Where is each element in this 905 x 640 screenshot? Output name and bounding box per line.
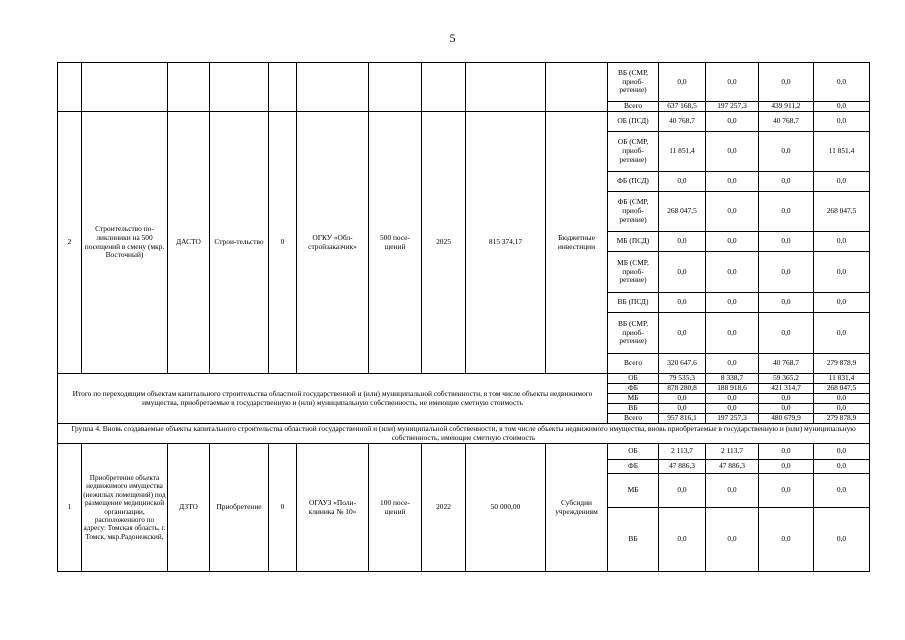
amount-cell: 47 886,3 (706, 460, 759, 474)
fund-source: ОБ (СМР, приоб-ретение) (608, 132, 659, 172)
object-name: Строительство по-ликлиники на 500 посещений в смену (мкр. Восточный) (82, 112, 168, 374)
fund-source: ВБ (СМР, приоб-ретение) (608, 313, 659, 354)
amount-cell: 0,0 (706, 404, 759, 414)
amount-cell: 0,0 (814, 444, 870, 460)
continued-cell (466, 63, 546, 112)
fund-source: ФБ (608, 460, 659, 474)
amount-cell: 0,0 (659, 232, 706, 252)
amount-cell: 79 535,3 (659, 374, 706, 384)
amount-cell: 197 257,3 (706, 102, 759, 112)
amount-cell: 40 768,7 (759, 112, 814, 132)
work-type: Строи-тельство (210, 112, 269, 374)
amount-cell: 0,0 (814, 232, 870, 252)
group-heading: Группа 4. Вновь создаваемые объекты капитального строительства областной государственной и (или) муниципальной собственности, в том числе объекты недвижимого имущества, вновь приобретаемые в государственную и (или) муниципальную собственность, имеющие сметную стоимость (58, 424, 870, 444)
funding-form: Субсидии учреждениям (546, 444, 608, 572)
amount-cell: 0,0 (759, 232, 814, 252)
amount-cell: 0,0 (659, 63, 706, 102)
fund-source: ВБ (СМР, приоб-ретение) (608, 63, 659, 102)
amount-cell: 0,0 (814, 293, 870, 313)
amount-cell: 0,0 (706, 63, 759, 102)
fund-source: МБ (608, 474, 659, 508)
fund-source: Всего (608, 354, 659, 374)
fund-source: ВБ (ПСД) (608, 293, 659, 313)
amount-cell: 0,0 (659, 252, 706, 293)
budget-table (57, 62, 870, 572)
funding-form: Бюджетные инвестиции (546, 112, 608, 374)
amount-cell: 0,0 (759, 508, 814, 572)
amount-cell: 0,0 (814, 63, 870, 102)
amount-cell: 320 647,6 (659, 354, 706, 374)
amount-cell: 0,0 (814, 460, 870, 474)
amount-cell: 0,0 (706, 192, 759, 232)
amount-cell: 0,0 (759, 394, 814, 404)
amount-cell: 11 831,4 (814, 374, 870, 384)
amount-cell: 0,0 (759, 444, 814, 460)
amount-cell: 0,0 (814, 313, 870, 354)
flag-cell: 0 (269, 112, 297, 374)
amount-cell: 0,0 (659, 474, 706, 508)
page-number: 5 (449, 31, 456, 45)
amount-cell: 0,0 (706, 508, 759, 572)
amount-cell: 11 851,4 (659, 132, 706, 172)
amount-cell: 8 338,7 (706, 374, 759, 384)
amount-cell: 0,0 (706, 132, 759, 172)
amount-cell: 0,0 (759, 192, 814, 232)
year: 2025 (422, 112, 466, 374)
continued-cell (82, 63, 168, 112)
amount-cell: 0,0 (706, 232, 759, 252)
amount-cell: 0,0 (706, 252, 759, 293)
amount-cell: 0,0 (759, 474, 814, 508)
continued-cell (168, 63, 210, 112)
fund-source: ОБ (608, 374, 659, 384)
table-row (58, 112, 870, 132)
amount-cell: 2 113,7 (706, 444, 759, 460)
amount-cell: 0,0 (814, 102, 870, 112)
amount-cell: 268 047,5 (659, 192, 706, 232)
amount-cell: 268 047,5 (814, 384, 870, 394)
amount-cell: 0,0 (659, 508, 706, 572)
amount-cell: 0,0 (706, 474, 759, 508)
amount-cell: 0,0 (706, 313, 759, 354)
estimated-cost: 50 000,00 (466, 444, 546, 572)
continued-cell (297, 63, 369, 112)
object-number: 1 (58, 444, 82, 572)
amount-cell: 480 679,9 (759, 414, 814, 424)
table-row (58, 374, 870, 384)
fund-source: ВБ (608, 508, 659, 572)
amount-cell: 0,0 (814, 508, 870, 572)
totals-label: Итого по переходящим объектам капитального строительства областной государственной и (или) муниципальной собственности, в том числе объекты недвижимого имущества, приобретаемые в государственную и (или) муниципальную собственность, не имеющие сметную стоимость (58, 374, 608, 424)
amount-cell: 0,0 (659, 404, 706, 414)
amount-cell: 0,0 (659, 394, 706, 404)
capacity: 500 посе-щений (369, 112, 422, 374)
contractor: ОГКУ «Обл-стройзаказчик» (297, 112, 369, 374)
continued-cell (210, 63, 269, 112)
year: 2022 (422, 444, 466, 572)
continued-cell (58, 63, 82, 112)
amount-cell: 439 911,2 (759, 102, 814, 112)
contractor: ОГАУЗ «Поли-клиника № 10» (297, 444, 369, 572)
fund-source: Всего (608, 414, 659, 424)
table-row (58, 444, 870, 460)
object-number: 2 (58, 112, 82, 374)
table-row (58, 424, 870, 444)
customer: ДАСТО (168, 112, 210, 374)
amount-cell: 0,0 (759, 252, 814, 293)
amount-cell: 0,0 (814, 172, 870, 192)
amount-cell: 40 768,7 (659, 112, 706, 132)
amount-cell: 0,0 (759, 460, 814, 474)
amount-cell: 0,0 (814, 112, 870, 132)
fund-source: ВБ (608, 404, 659, 414)
amount-cell: 0,0 (706, 112, 759, 132)
amount-cell: 47 886,3 (659, 460, 706, 474)
fund-source: МБ (ПСД) (608, 232, 659, 252)
continued-cell (269, 63, 297, 112)
work-type: Приобретение (210, 444, 269, 572)
continued-cell (369, 63, 422, 112)
amount-cell: 188 918,6 (706, 384, 759, 394)
amount-cell: 0,0 (706, 394, 759, 404)
amount-cell: 0,0 (759, 172, 814, 192)
amount-cell: 0,0 (759, 63, 814, 102)
amount-cell: 0,0 (659, 313, 706, 354)
amount-cell: 0,0 (659, 293, 706, 313)
fund-source: ОБ (ПСД) (608, 112, 659, 132)
amount-cell: 0,0 (814, 474, 870, 508)
amount-cell: 0,0 (706, 172, 759, 192)
amount-cell: 40 768,7 (759, 354, 814, 374)
amount-cell: 0,0 (759, 293, 814, 313)
capacity: 100 посе-щений (369, 444, 422, 572)
amount-cell: 0,0 (759, 404, 814, 414)
amount-cell: 0,0 (706, 354, 759, 374)
amount-cell: 957 816,1 (659, 414, 706, 424)
continued-cell (422, 63, 466, 112)
amount-cell: 0,0 (759, 313, 814, 354)
amount-cell: 0,0 (814, 252, 870, 293)
amount-cell: 268 047,5 (814, 192, 870, 232)
amount-cell: 0,0 (706, 293, 759, 313)
amount-cell: 279 878,9 (814, 414, 870, 424)
flag-cell: 0 (269, 444, 297, 572)
fund-source: МБ (СМР, приоб-ретение) (608, 252, 659, 293)
amount-cell: 0,0 (759, 132, 814, 172)
amount-cell: 0,0 (659, 172, 706, 192)
amount-cell: 637 168,5 (659, 102, 706, 112)
amount-cell: 878 280,8 (659, 384, 706, 394)
amount-cell: 197 257,3 (706, 414, 759, 424)
amount-cell: 0,0 (814, 404, 870, 414)
estimated-cost: 815 374,17 (466, 112, 546, 374)
amount-cell: 11 851,4 (814, 132, 870, 172)
amount-cell: 421 314,7 (759, 384, 814, 394)
fund-source: ОБ (608, 444, 659, 460)
table-row (58, 63, 870, 102)
fund-source: ФБ (608, 384, 659, 394)
amount-cell: 2 113,7 (659, 444, 706, 460)
fund-source: ФБ (СМР, приоб-ретение) (608, 192, 659, 232)
continued-cell (546, 63, 608, 112)
object-name: Приобретение объекта недвижимого имущества (нежилых помещений) под размещение медицинской организации, расположенного по адресу: Томская область, г. Томск, мкр.Радонежский, (82, 444, 168, 572)
amount-cell: 279 878,9 (814, 354, 870, 374)
amount-cell: 59 365,2 (759, 374, 814, 384)
fund-source: МБ (608, 394, 659, 404)
customer: ДЗТО (168, 444, 210, 572)
amount-cell: 0,0 (814, 394, 870, 404)
fund-source: Всего (608, 102, 659, 112)
fund-source: ФБ (ПСД) (608, 172, 659, 192)
